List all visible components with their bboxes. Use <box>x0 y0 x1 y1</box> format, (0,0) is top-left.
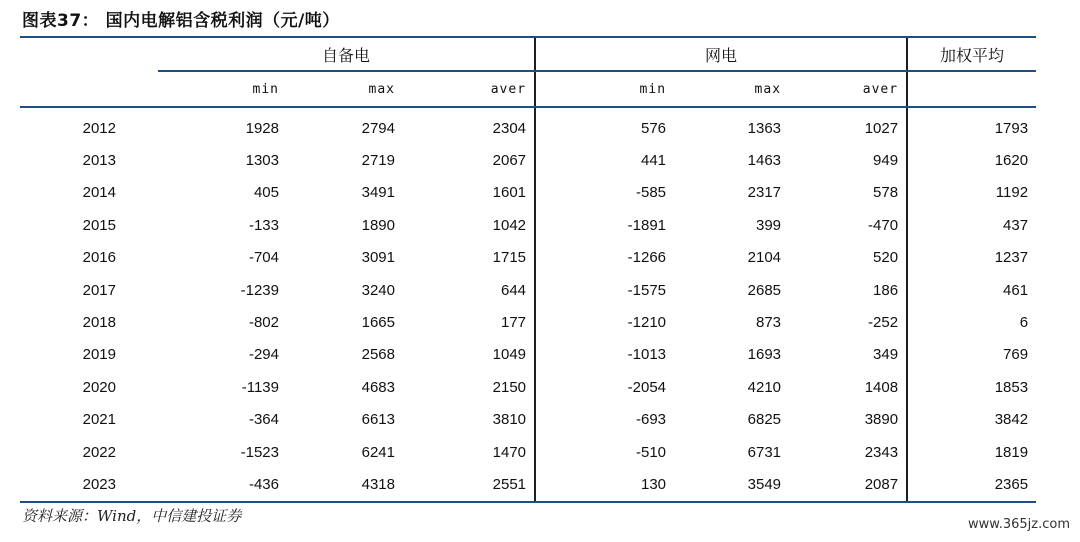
value-cell: 1027 <box>864 119 899 137</box>
value-cell: -1575 <box>535 274 674 306</box>
value-cell: 3810 <box>492 411 527 429</box>
value-cell: 399 <box>756 216 782 234</box>
value-cell: 3842 <box>907 404 1036 436</box>
sub-header-max: max <box>287 71 403 107</box>
year-cell: 2019 <box>82 346 116 364</box>
value-cell: 2067 <box>492 152 527 170</box>
group-header-weighted-avg: 加权平均 <box>907 38 1036 71</box>
value-cell: -294 <box>248 346 279 364</box>
value-cell: -802 <box>248 314 279 332</box>
table-row <box>20 274 1036 306</box>
value-cell: 1303 <box>245 152 279 170</box>
value-cell: 1237 <box>907 242 1036 274</box>
sub-header-aver: aver <box>403 71 535 107</box>
table-title: 图表37： 国内电解铝含税利润（元/吨） <box>22 11 340 31</box>
value-cell: 2104 <box>747 249 782 267</box>
value-cell: -1239 <box>240 281 279 299</box>
group-header-grid-power: 网电 <box>535 38 907 71</box>
table-row <box>20 371 1036 403</box>
value-cell: 2685 <box>747 281 782 299</box>
table-row <box>20 404 1036 436</box>
profit-table <box>20 38 1036 503</box>
year-cell: 2022 <box>82 443 116 461</box>
value-cell: 769 <box>907 339 1036 371</box>
value-cell: -693 <box>535 404 674 436</box>
table-row <box>20 107 1036 144</box>
value-cell: -510 <box>535 436 674 468</box>
value-cell: 1819 <box>907 436 1036 468</box>
value-cell: 2087 <box>789 468 907 501</box>
year-cell: 2014 <box>82 184 116 202</box>
year-cell: 2015 <box>82 216 116 234</box>
source-note: 资料来源：Wind，中信建投证券 <box>22 507 242 525</box>
value-cell: 2719 <box>361 152 395 170</box>
value-cell: 1928 <box>245 119 279 137</box>
table-row <box>20 177 1036 209</box>
value-cell: 349 <box>873 346 899 364</box>
value-cell: 6241 <box>361 443 395 461</box>
value-cell: 1408 <box>864 378 899 396</box>
value-cell: 2343 <box>864 443 899 461</box>
value-cell: -1139 <box>241 378 279 396</box>
table-body <box>20 107 1036 502</box>
year-cell: 2017 <box>82 281 116 299</box>
sub-header-aver: aver <box>789 71 907 107</box>
value-cell: 1715 <box>492 249 527 267</box>
value-cell: -1891 <box>535 209 674 241</box>
value-cell: -133 <box>248 216 279 234</box>
value-cell: 2317 <box>747 184 782 202</box>
value-cell: 1470 <box>492 443 527 461</box>
value-cell: 3549 <box>674 468 789 501</box>
value-cell: 2794 <box>361 119 395 137</box>
value-cell: 2304 <box>492 119 527 137</box>
value-cell: 1049 <box>492 346 527 364</box>
value-cell: 6731 <box>747 443 782 461</box>
year-cell: 2012 <box>82 119 116 137</box>
value-cell: 441 <box>535 144 674 176</box>
value-cell: 6825 <box>747 411 782 429</box>
value-cell: 1363 <box>747 119 782 137</box>
value-cell: 3491 <box>361 184 395 202</box>
value-cell: 405 <box>253 184 279 202</box>
year-cell: 2016 <box>82 249 116 267</box>
year-cell: 2018 <box>82 314 116 332</box>
year-cell: 2023 <box>20 468 158 501</box>
table-row <box>20 436 1036 468</box>
year-cell: 2013 <box>82 152 116 170</box>
value-cell: 2551 <box>403 468 535 501</box>
value-cell: -1013 <box>535 339 674 371</box>
sub-header-blank <box>907 71 1036 107</box>
value-cell: -436 <box>158 468 287 501</box>
sub-header-min: min <box>158 71 287 107</box>
value-cell: 3091 <box>361 249 395 267</box>
value-cell: 1192 <box>907 177 1036 209</box>
value-cell: 3890 <box>864 411 899 429</box>
sub-header-max: max <box>674 71 789 107</box>
value-cell: 130 <box>535 468 674 501</box>
value-cell: 4210 <box>747 378 782 396</box>
value-cell: -364 <box>248 411 279 429</box>
table-row <box>20 144 1036 176</box>
value-cell: 873 <box>756 314 782 332</box>
value-cell: 461 <box>907 274 1036 306</box>
value-cell: 576 <box>535 107 674 144</box>
sub-header-row <box>20 71 1036 107</box>
value-cell: 186 <box>873 281 899 299</box>
value-cell: -1523 <box>240 443 279 461</box>
value-cell: 1693 <box>747 346 782 364</box>
sub-header-blank <box>20 71 158 107</box>
table-row <box>20 306 1036 338</box>
value-cell: 1463 <box>747 152 782 170</box>
value-cell: 1793 <box>907 107 1036 144</box>
table-row <box>20 468 1036 501</box>
group-header-row <box>20 38 1036 71</box>
value-cell: 4318 <box>287 468 403 501</box>
value-cell: -1210 <box>535 306 674 338</box>
value-cell: 1853 <box>907 371 1036 403</box>
value-cell: 2365 <box>907 468 1036 501</box>
value-cell: 949 <box>873 152 899 170</box>
value-cell: 3240 <box>361 281 395 299</box>
value-cell: 6 <box>907 306 1036 338</box>
value-cell: 2568 <box>361 346 395 364</box>
value-cell: 1665 <box>361 314 395 332</box>
value-cell: -1266 <box>535 242 674 274</box>
value-cell: -585 <box>535 177 674 209</box>
table-row <box>20 209 1036 241</box>
value-cell: 1890 <box>361 216 395 234</box>
value-cell: 1601 <box>492 184 527 202</box>
value-cell: 1042 <box>492 216 527 234</box>
value-cell: 177 <box>501 314 527 332</box>
group-header-self-power: 自备电 <box>158 38 535 71</box>
value-cell: 6613 <box>361 411 395 429</box>
value-cell: 520 <box>873 249 899 267</box>
value-cell: 644 <box>501 281 527 299</box>
year-cell: 2020 <box>82 378 116 396</box>
year-cell: 2021 <box>82 411 116 429</box>
value-cell: -2054 <box>535 371 674 403</box>
value-cell: -470 <box>868 216 899 234</box>
sub-header-min: min <box>535 71 674 107</box>
watermark: www.365jz.com <box>968 517 1070 532</box>
table-row <box>20 339 1036 371</box>
table-row <box>20 242 1036 274</box>
value-cell: 437 <box>907 209 1036 241</box>
group-header-blank <box>20 38 158 71</box>
value-cell: 578 <box>873 184 899 202</box>
value-cell: 4683 <box>361 378 395 396</box>
value-cell: -704 <box>248 249 279 267</box>
value-cell: -252 <box>868 314 899 332</box>
value-cell: 2150 <box>492 378 527 396</box>
value-cell: 1620 <box>907 144 1036 176</box>
